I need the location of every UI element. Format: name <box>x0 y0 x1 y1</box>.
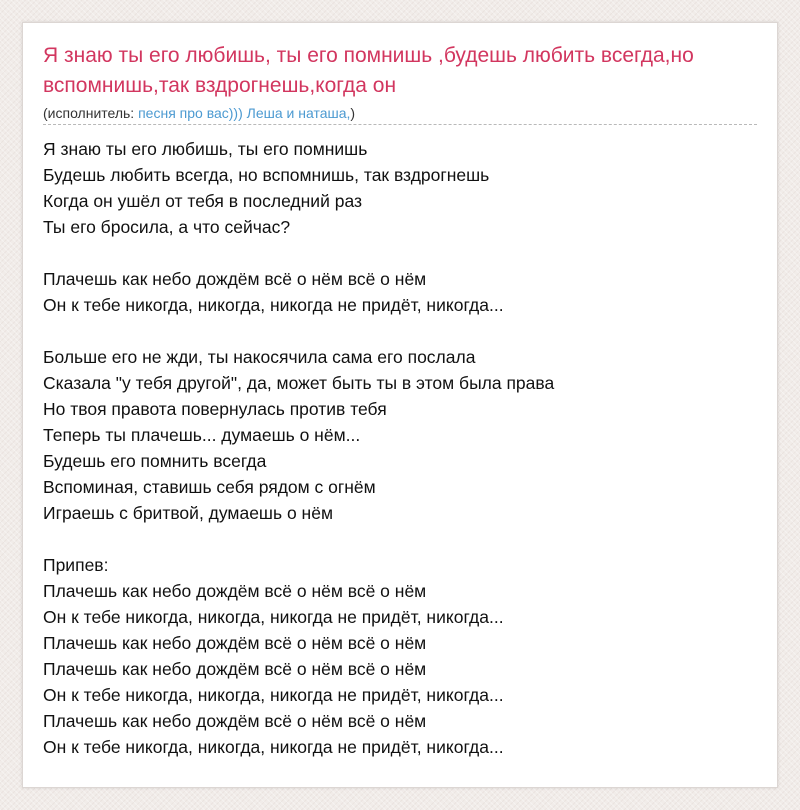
lyric-line: Плачешь как небо дождём всё о нём всё о нём <box>43 269 427 289</box>
lyric-line: Ты его бросила, а что сейчас? <box>43 217 291 237</box>
credits-prefix: (исполнитель: <box>43 105 139 121</box>
lyric-blank-line <box>43 240 763 266</box>
lyric-line: Плачешь как небо дождём всё о нём всё о нём <box>43 633 427 653</box>
credits-suffix: ) <box>350 105 356 121</box>
lyric-line: Плачешь как небо дождём всё о нём всё о нём <box>43 581 427 601</box>
lyric-line: Будешь любить всегда, но вспомнишь, так вздрогнешь <box>43 165 490 185</box>
lyric-line: Он к тебе никогда, никогда, никогда не придёт, никогда... <box>43 737 504 757</box>
title-divider <box>43 124 757 125</box>
lyric-line: Он к тебе никогда, никогда, никогда не придёт, никогда... <box>43 295 504 315</box>
lyric-line: Теперь ты плачешь... думаешь о нём... <box>43 425 361 445</box>
lyric-line: Плачешь как небо дождём всё о нём всё о нём <box>43 659 427 679</box>
lyric-line: Он к тебе никогда, никогда, никогда не придёт, никогда... <box>43 607 504 627</box>
lyric-line: Припев: <box>43 555 109 575</box>
lyric-line: Сказала "у тебя другой", да, может быть ты в этом была права <box>43 373 555 393</box>
lyric-line: Но твоя правота повернулась против тебя <box>43 399 387 419</box>
artist-credits <box>43 104 355 122</box>
artist-link-lesha-i-natasha[interactable]: Леша и наташа, <box>246 105 351 121</box>
lyric-line: Вспоминая, ставишь себя рядом с огнём <box>43 477 376 497</box>
lyric-blank-line <box>43 318 763 344</box>
lyric-line: Играешь с бритвой, думаешь о нём <box>43 503 333 523</box>
song-title: Я знаю ты его любишь, ты его помнишь ,будешь любить всегда,но вспомнишь,так вздрогнешь,когда он <box>43 44 694 97</box>
lyric-blank-line <box>43 526 763 552</box>
lyrics-text <box>43 136 763 760</box>
artist-link-pesnya-pro-vas[interactable]: песня про вас))) <box>138 105 243 121</box>
lyric-line: Будешь его помнить всегда <box>43 451 267 471</box>
lyric-line: Больше его не жди, ты накосячила сама его послала <box>43 347 476 367</box>
lyric-line: Он к тебе никогда, никогда, никогда не придёт, никогда... <box>43 685 504 705</box>
lyric-line: Я знаю ты его любишь, ты его помнишь <box>43 139 368 159</box>
lyric-line: Когда он ушёл от тебя в последний раз <box>43 191 362 211</box>
lyric-line: Плачешь как небо дождём всё о нём всё о нём <box>43 711 427 731</box>
lyrics-card <box>22 22 778 788</box>
